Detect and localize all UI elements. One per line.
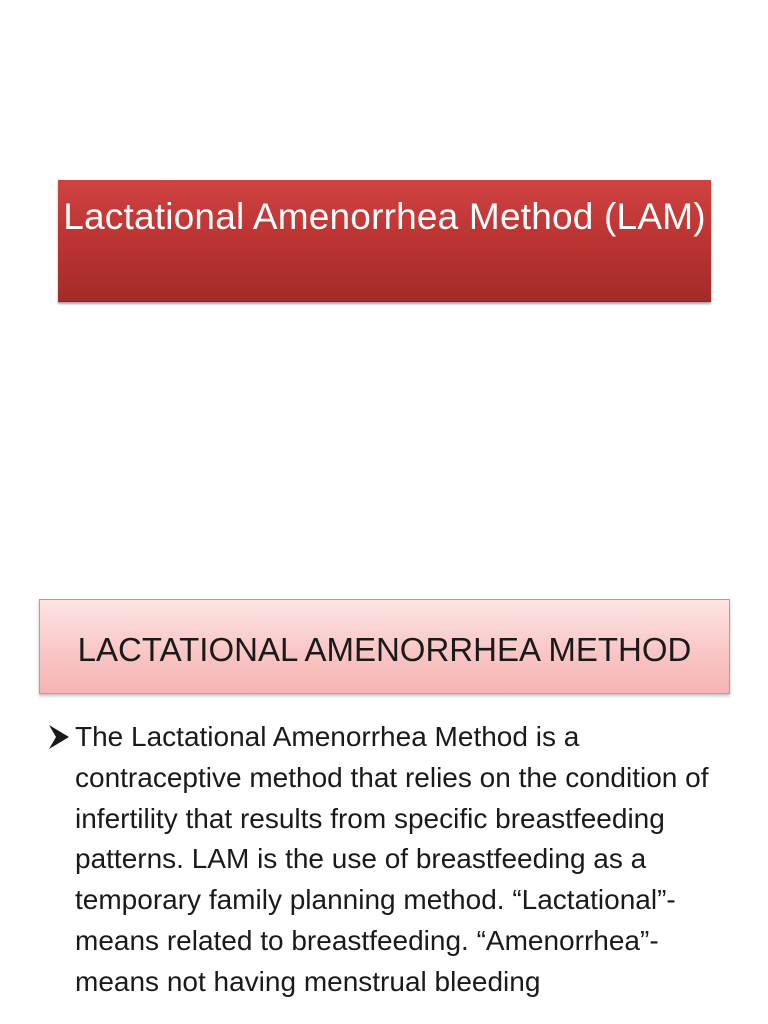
arrow-bullet-icon [46, 721, 72, 753]
section-heading: LACTATIONAL AMENORRHEA METHOD [77, 631, 692, 668]
section-heading-banner [39, 599, 730, 694]
bullet-text: The Lactational Amenorrhea Method is a contraceptive method that relies on the condition of infertility that results from specific breastfeeding patterns. LAM is the use of breastfeeding as a temporary family planning method. “Lactational”- means related to breastfeeding. “Amenorrhea”- means not having menstrual bleeding [75, 721, 709, 997]
slide-title: Lactational Amenorrhea Method (LAM) [63, 196, 706, 237]
title-banner [58, 180, 711, 302]
